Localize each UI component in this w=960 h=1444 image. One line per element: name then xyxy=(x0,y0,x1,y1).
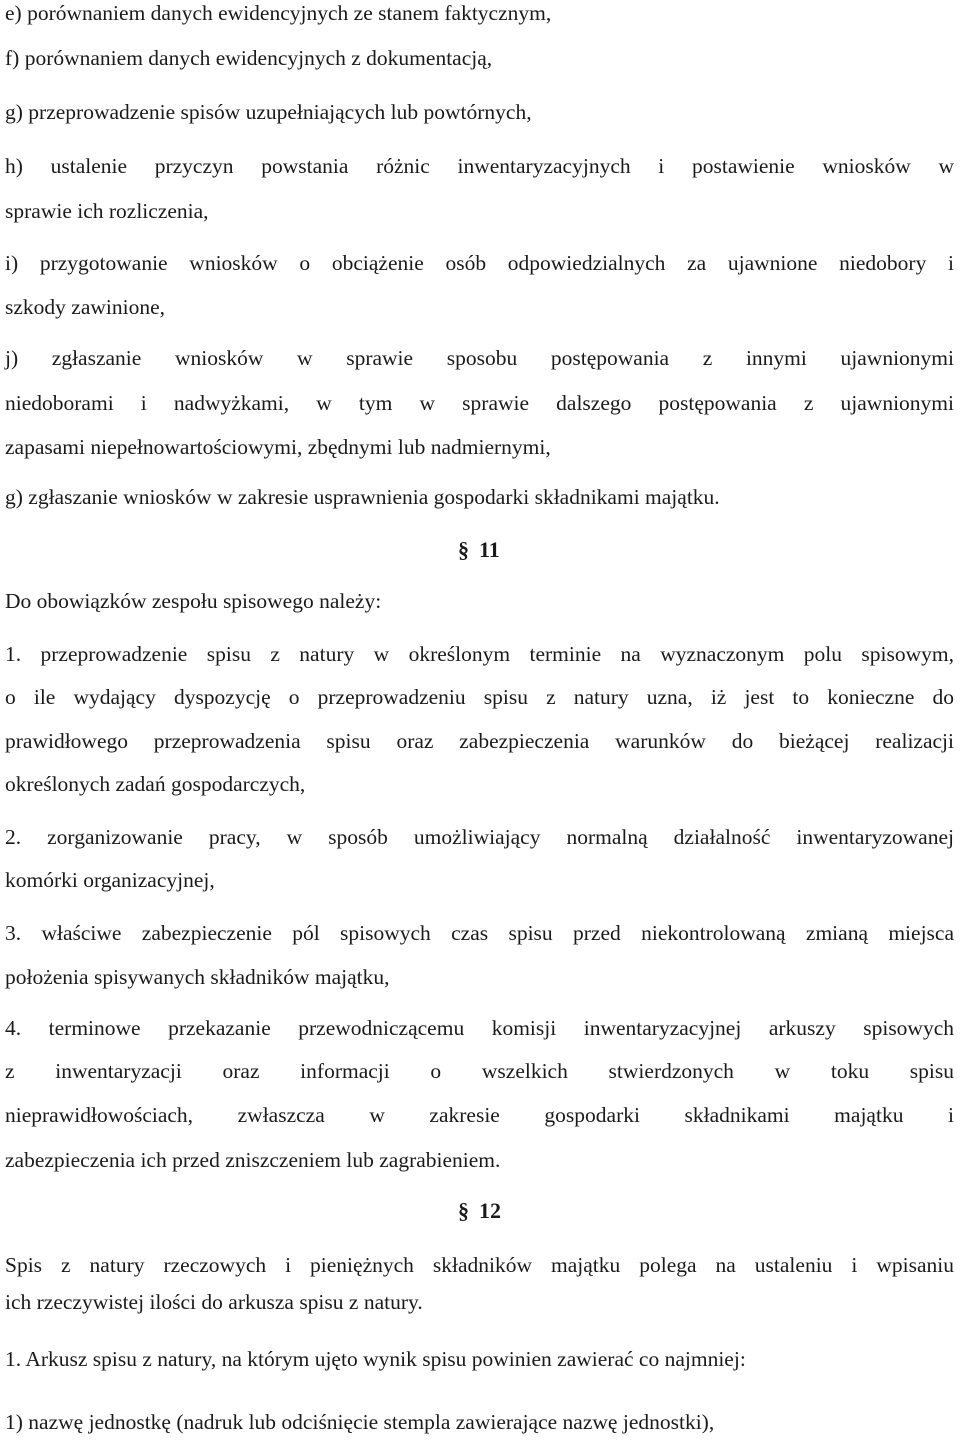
s12-para-line2: ich rzeczywistej ilości do arkusza spisu z natury. xyxy=(5,1290,423,1314)
section-symbol: § xyxy=(458,1198,469,1223)
section-heading-12 xyxy=(458,1198,501,1224)
list-item-f: f) porównaniem danych ewidencyjnych z dokumentacją, xyxy=(5,46,493,70)
s11-item1-line2: o ile wydający dyspozycję o przeprowadzeniu spisu z natury uzna, iż jest to konieczne do xyxy=(5,685,954,709)
section-symbol: § xyxy=(458,537,469,562)
s12-sub1: 1) nazwę jednostkę (nadruk lub odciśnięcie stempla zawierające nazwę jednostki), xyxy=(5,1410,715,1434)
s12-para-line1: Spis z natury rzeczowych i pieniężnych składników majątku polega na ustaleniu i wpisaniu xyxy=(5,1253,954,1277)
section-number: 12 xyxy=(479,1198,501,1223)
list-item-j-line2: niedoborami i nadwyżkami, w tym w sprawie dalszego postępowania z ujawnionymi xyxy=(5,391,954,415)
section-heading-11 xyxy=(458,537,500,563)
s11-item1-line4: określonych zadań gospodarczych, xyxy=(5,772,306,796)
list-item-i-line2: szkody zawinione, xyxy=(5,295,166,319)
list-item-h-line2: sprawie ich rozliczenia, xyxy=(5,199,209,223)
s11-item2-line1: 2. zorganizowanie pracy, w sposób umożliwiający normalną działalność inwentaryzowanej xyxy=(5,825,954,849)
s11-item1-line3: prawidłowego przeprowadzenia spisu oraz zabezpieczenia warunków do bieżącej realizacji xyxy=(5,729,954,753)
s11-item4-line3: nieprawidłowościach, zwłaszcza w zakresie gospodarki składnikami majątku i xyxy=(5,1103,954,1127)
s11-item4-line4: zabezpieczenia ich przed zniszczeniem lub zagrabieniem. xyxy=(5,1148,501,1172)
s11-item3-line2: położenia spisywanych składników majątku, xyxy=(5,965,390,989)
list-item-j-line1: j) zgłaszanie wniosków w sprawie sposobu postępowania z innymi ujawnionymi xyxy=(5,346,954,370)
s11-item2-line2: komórki organizacyjnej, xyxy=(5,868,215,892)
s12-item1: 1. Arkusz spisu z natury, na którym ujęto wynik spisu powinien zawierać co najmniej: xyxy=(5,1347,746,1371)
list-item-g: g) przeprowadzenie spisów uzupełniających lub powtórnych, xyxy=(5,100,532,124)
s11-item3-line1: 3. właściwe zabezpieczenie pól spisowych czas spisu przed niekontrolowaną zmianą miejsca xyxy=(5,921,954,945)
list-item-h-line1: h) ustalenie przyczyn powstania różnic inwentaryzacyjnych i postawienie wniosków w xyxy=(5,154,954,178)
section-11-intro: Do obowiązków zespołu spisowego należy: xyxy=(5,589,382,613)
list-item-j-line3: zapasami niepełnowartościowymi, zbędnymi lub nadmiernymi, xyxy=(5,435,551,459)
list-item-g2: g) zgłaszanie wniosków w zakresie usprawnienia gospodarki składnikami majątku. xyxy=(5,485,720,509)
list-item-i-line1: i) przygotowanie wniosków o obciążenie osób odpowiedzialnych za ujawnione niedobory i xyxy=(5,251,954,275)
s11-item4-line2: z inwentaryzacji oraz informacji o wszelkich stwierdzonych w toku spisu xyxy=(5,1059,954,1083)
s11-item1-line1: 1. przeprowadzenie spisu z natury w określonym terminie na wyznaczonym polu spisowym, xyxy=(5,642,954,666)
s11-item4-line1: 4. terminowe przekazanie przewodniczącemu komisji inwentaryzacyjnej arkuszy spisowych xyxy=(5,1016,954,1040)
section-number: 11 xyxy=(479,537,500,562)
list-item-e: e) porównaniem danych ewidencyjnych ze stanem faktycznym, xyxy=(5,1,552,25)
